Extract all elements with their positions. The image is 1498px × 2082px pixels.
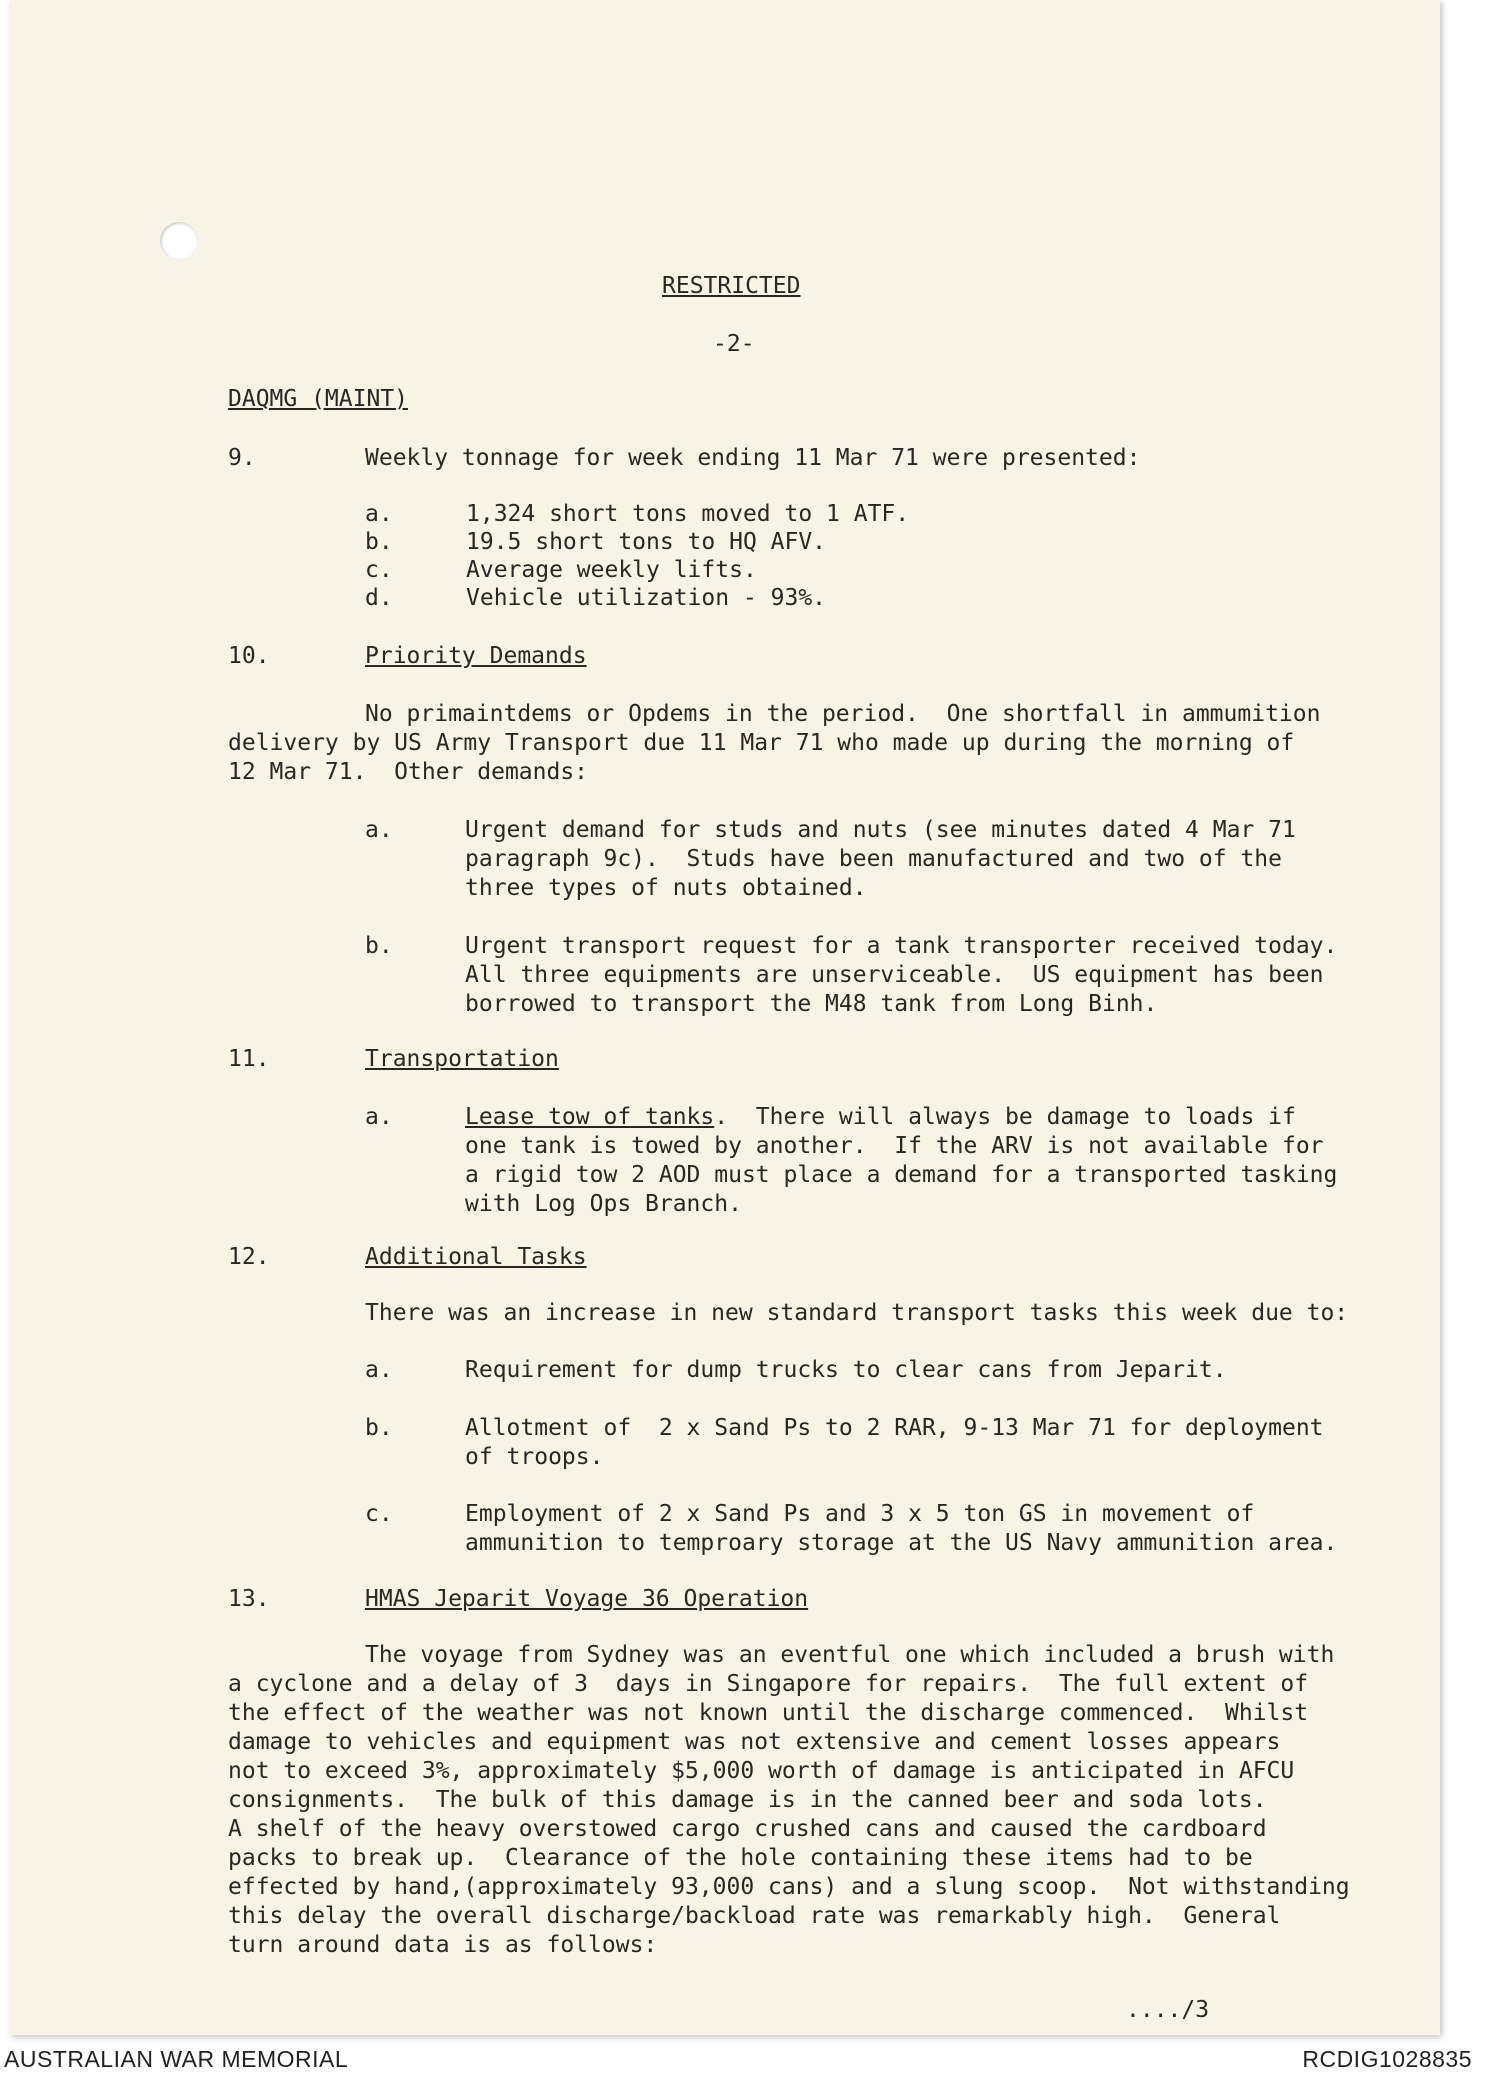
para-11a-line: a rigid tow 2 AOD must place a demand for a transported tasking [465, 1162, 1338, 1188]
para-10b-letter: b. [365, 933, 393, 959]
para-10a-line: three types of nuts obtained. [465, 875, 867, 901]
para-10a-letter: a. [365, 817, 393, 843]
para-9-item-text: Vehicle utilization - 93%. [466, 585, 827, 611]
para-12a-line: Requirement for dump trucks to clear cans from Jeparit. [465, 1357, 1227, 1383]
para-13-body-line: damage to vehicles and equipment was not extensive and cement losses appears [228, 1729, 1281, 1755]
para-11a-heading: Lease tow of tanks [465, 1104, 715, 1130]
para-12-number: 12. [228, 1244, 270, 1270]
section-heading: DAQMG (MAINT) [228, 386, 409, 412]
para-10-body-line: No primaintdems or Opdems in the period. One shortfall in ammumition [365, 701, 1321, 727]
para-13-title: HMAS Jeparit Voyage 36 Operation [365, 1586, 809, 1612]
para-10b-line: Urgent transport request for a tank transporter received today. [465, 933, 1338, 959]
para-12b-line: Allotment of 2 x Sand Ps to 2 RAR, 9-13 Mar 71 for deployment [465, 1415, 1324, 1441]
para-12c-line: Employment of 2 x Sand Ps and 3 x 5 ton GS in movement of [465, 1501, 1255, 1527]
para-11a-line: with Log Ops Branch. [465, 1191, 742, 1217]
para-13-body-line: turn around data is as follows: [228, 1932, 658, 1958]
para-12b-line: of troops. [465, 1444, 604, 1470]
para-10a-line: Urgent demand for studs and nuts (see minutes dated 4 Mar 71 [465, 817, 1296, 843]
para-13-body-line: a cyclone and a delay of 3 days in Singapore for repairs. The full extent of [228, 1671, 1309, 1697]
para-13-body-line: A shelf of the heavy overstowed cargo crushed cans and caused the cardboard [228, 1816, 1267, 1842]
para-12c-letter: c. [365, 1501, 393, 1527]
para-9-item-letter: c. [365, 557, 393, 583]
para-10-title: Priority Demands [365, 643, 587, 669]
para-13-body-line: this delay the overall discharge/backload rate was remarkably high. General [228, 1903, 1281, 1929]
para-13-body-line: The voyage from Sydney was an eventful one which included a brush with [365, 1642, 1335, 1668]
para-11-number: 11. [228, 1046, 270, 1072]
para-9-item-letter: d. [365, 585, 393, 611]
para-11a-letter: a. [365, 1104, 393, 1130]
para-9-item-letter: b. [365, 529, 393, 555]
para-13-body-line: effected by hand,(approximately 93,000 cans) and a slung scoop. Not withstanding [228, 1874, 1350, 1900]
para-12c-line: ammunition to temproary storage at the US Navy ammunition area. [465, 1530, 1338, 1556]
para-11a-line: one tank is towed by another. If the ARV is not available for [465, 1133, 1324, 1159]
para-13-body-line: consignments. The bulk of this damage is in the canned beer and soda lots. [228, 1787, 1267, 1813]
para-10b-line: borrowed to transport the M48 tank from Long Binh. [465, 991, 1158, 1017]
para-12-title: Additional Tasks [365, 1244, 587, 1270]
para-9-intro: Weekly tonnage for week ending 11 Mar 71 were presented: [365, 445, 1141, 471]
footer-item-id: RCDIG1028835 [1302, 2046, 1472, 2072]
para-12a-letter: a. [365, 1357, 393, 1383]
para-9-number: 9. [228, 445, 256, 471]
footer-archive-name: AUSTRALIAN WAR MEMORIAL [4, 2046, 349, 2072]
document-page [10, 0, 1440, 2035]
para-9-item-letter: a. [365, 501, 393, 527]
para-10-body-line: 12 Mar 71. Other demands: [228, 759, 589, 785]
para-10a-line: paragraph 9c). Studs have been manufactured and two of the [465, 846, 1282, 872]
para-13-body-line: the effect of the weather was not known until the discharge commenced. Whilst [228, 1700, 1309, 1726]
para-10-body-line: delivery by US Army Transport due 11 Mar 71 who made up during the morning of [228, 730, 1295, 756]
para-11a-line [465, 1103, 1296, 1132]
para-9-item-text: 1,324 short tons moved to 1 ATF. [466, 501, 910, 527]
para-13-number: 13. [228, 1586, 270, 1612]
para-13-body-line: packs to break up. Clearance of the hole containing these items had to be [228, 1845, 1253, 1871]
para-12b-letter: b. [365, 1415, 393, 1441]
punch-hole [160, 222, 198, 260]
para-10b-line: All three equipments are unserviceable. US equipment has been [465, 962, 1324, 988]
continuation-marker: ..../3 [1126, 1997, 1210, 2023]
para-13-body-line: not to exceed 3%, approximately $5,000 worth of damage is anticipated in AFCU [228, 1758, 1295, 1784]
para-11-title: Transportation [365, 1046, 559, 1072]
para-9-item-text: 19.5 short tons to HQ AFV. [466, 529, 827, 555]
classification-header: RESTRICTED [662, 273, 801, 299]
page-number: -2- [713, 331, 755, 357]
para-9-item-text: Average weekly lifts. [466, 557, 757, 583]
para-10-number: 10. [228, 643, 270, 669]
para-11a-line1-rest: . There will always be damage to loads if [714, 1104, 1296, 1130]
para-12-intro: There was an increase in new standard transport tasks this week due to: [365, 1300, 1349, 1326]
